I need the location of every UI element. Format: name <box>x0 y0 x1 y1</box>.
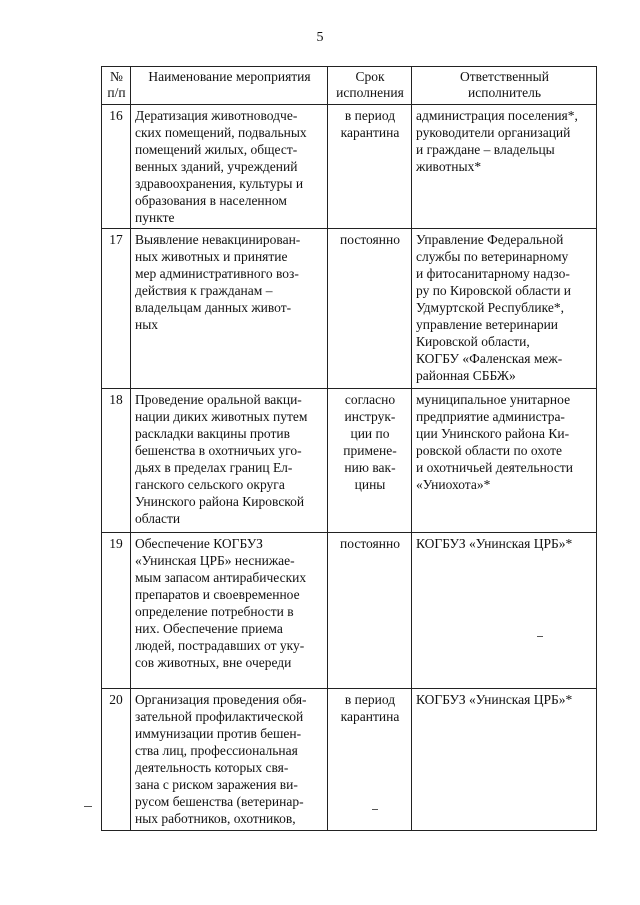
text-line: цины <box>354 477 386 492</box>
text-line: препаратов и своевременное <box>135 587 300 602</box>
text-line: ства лиц, профессиональная <box>135 743 298 758</box>
header-resp-line: исполнитель <box>468 85 541 100</box>
header-num-line: № <box>110 69 123 84</box>
text-line: мер административного воз- <box>135 266 299 281</box>
header-name-line: Наименование мероприятия <box>148 69 311 84</box>
header-num-line: п/п <box>107 85 126 100</box>
text-line: ции Унинского района Ки- <box>416 426 570 441</box>
text-line: «Униохота»* <box>416 477 491 492</box>
text-line: «Унинская ЦРБ» неснижае- <box>135 553 295 568</box>
header-num <box>102 67 131 105</box>
text-line: иммунизации против бешен- <box>135 726 302 741</box>
text-line: владельцам данных живот- <box>135 300 292 315</box>
text-line: ных работников, охотников, <box>135 811 296 826</box>
text-line: помещений жилых, общест- <box>135 142 298 157</box>
scan-mark <box>537 636 543 637</box>
text-line: руководители организаций <box>416 125 571 140</box>
text-line: дьях в пределах границ Ел- <box>135 460 293 475</box>
text-line: и фитосанитарному надзо- <box>416 266 570 281</box>
responsible <box>412 229 597 389</box>
text-line: бешенства в охотничьих уго- <box>135 443 302 458</box>
header-name <box>131 67 328 105</box>
text-line: нации диких животных путем <box>135 409 308 424</box>
measure-name <box>131 389 328 533</box>
text-line: районная СББЖ» <box>416 368 516 383</box>
text-line: Кировской области, <box>416 334 530 349</box>
row-number: 18 <box>102 389 131 533</box>
scan-mark <box>84 806 92 807</box>
table-row <box>102 533 597 689</box>
text-line: карантина <box>340 125 400 140</box>
header-term-line: исполнения <box>336 85 404 100</box>
text-line: службы по ветеринарному <box>416 249 569 264</box>
text-line: ных <box>135 317 159 332</box>
text-line: КОГБУЗ «Унинская ЦРБ»* <box>416 692 573 707</box>
text-line: предприятие администра- <box>416 409 565 424</box>
header-resp-line: Ответственный <box>460 69 549 84</box>
term <box>328 389 412 533</box>
text-line: определение потребности в <box>135 604 294 619</box>
text-line: людей, пострадавших от уку- <box>135 638 305 653</box>
text-line: ных животных и принятие <box>135 249 288 264</box>
text-line: Организация проведения обя- <box>135 692 307 707</box>
responsible <box>412 689 597 831</box>
text-line: зательной профилактической <box>135 709 304 724</box>
text-line: примене- <box>343 443 397 458</box>
text-line: раскладки вакцины против <box>135 426 290 441</box>
text-line: мым запасом антирабических <box>135 570 307 585</box>
text-line: животных* <box>416 159 482 174</box>
page-number: 5 <box>316 30 324 45</box>
responsible <box>412 105 597 229</box>
text-line: Проведение оральной вакци- <box>135 392 302 407</box>
text-line: в период <box>344 692 396 707</box>
text-line: зана с риском заражения ви- <box>135 777 298 792</box>
text-line: Дератизация животноводче- <box>135 108 298 123</box>
text-line: согласно <box>344 392 396 407</box>
text-line: русом бешенства (ветеринар- <box>135 794 304 809</box>
measure-name <box>131 105 328 229</box>
text-line: деятельность которых свя- <box>135 760 289 775</box>
text-line: инструк- <box>344 409 396 424</box>
text-line: здравоохранения, культуры и <box>135 176 304 191</box>
text-line: КОГБУЗ «Унинская ЦРБ»* <box>416 536 573 551</box>
header-resp <box>412 67 597 105</box>
text-line: и охотничьей деятельности <box>416 460 573 475</box>
text-line: образования в населенном <box>135 193 287 208</box>
text-line: Управление Федеральной <box>416 232 564 247</box>
action-plan-table <box>101 66 597 831</box>
scan-mark <box>372 809 378 810</box>
measure-name <box>131 229 328 389</box>
table-row <box>102 689 597 831</box>
responsible <box>412 389 597 533</box>
text-line: ровской области по охоте <box>416 443 562 458</box>
text-line: администрация поселения*, <box>416 108 578 123</box>
text-line: управление ветеринарии <box>416 317 559 332</box>
responsible <box>412 533 597 689</box>
row-number: 16 <box>102 105 131 229</box>
text-line: венных зданий, учреждений <box>135 159 298 174</box>
text-line: ции по <box>350 426 390 441</box>
text-line: Унинского района Кировской <box>135 494 305 509</box>
text-line: Выявление невакцинирован- <box>135 232 301 247</box>
text-line: постоянно <box>340 232 400 247</box>
text-line: карантина <box>340 709 400 724</box>
table-row <box>102 229 597 389</box>
header-term-line: Срок <box>355 69 385 84</box>
text-line: постоянно <box>340 536 400 551</box>
text-line: нию вак- <box>344 460 396 475</box>
text-line: области <box>135 511 181 526</box>
text-line: ганского сельского округа <box>135 477 285 492</box>
measure-name <box>131 689 328 831</box>
text-line: пункте <box>135 210 175 225</box>
measure-name <box>131 533 328 689</box>
table-header-row <box>102 67 597 105</box>
text-line: КОГБУ «Фаленская меж- <box>416 351 563 366</box>
table-row <box>102 105 597 229</box>
text-line: ских помещений, подвальных <box>135 125 307 140</box>
term <box>328 689 412 831</box>
row-number: 20 <box>102 689 131 831</box>
text-line: них. Обеспечение приема <box>135 621 283 636</box>
row-number: 17 <box>102 229 131 389</box>
table-row <box>102 389 597 533</box>
text-line: и граждане – владельцы <box>416 142 555 157</box>
text-line: действия к гражданам – <box>135 283 273 298</box>
term <box>328 533 412 689</box>
row-number: 19 <box>102 533 131 689</box>
text-line: Удмуртской Республике*, <box>416 300 564 315</box>
text-line: Обеспечение КОГБУЗ <box>135 536 263 551</box>
text-line: ру по Кировской области и <box>416 283 572 298</box>
text-line: сов животных, вне очереди <box>135 655 292 670</box>
header-term <box>328 67 412 105</box>
term <box>328 105 412 229</box>
term <box>328 229 412 389</box>
text-line: в период <box>344 108 396 123</box>
text-line: муниципальное унитарное <box>416 392 571 407</box>
